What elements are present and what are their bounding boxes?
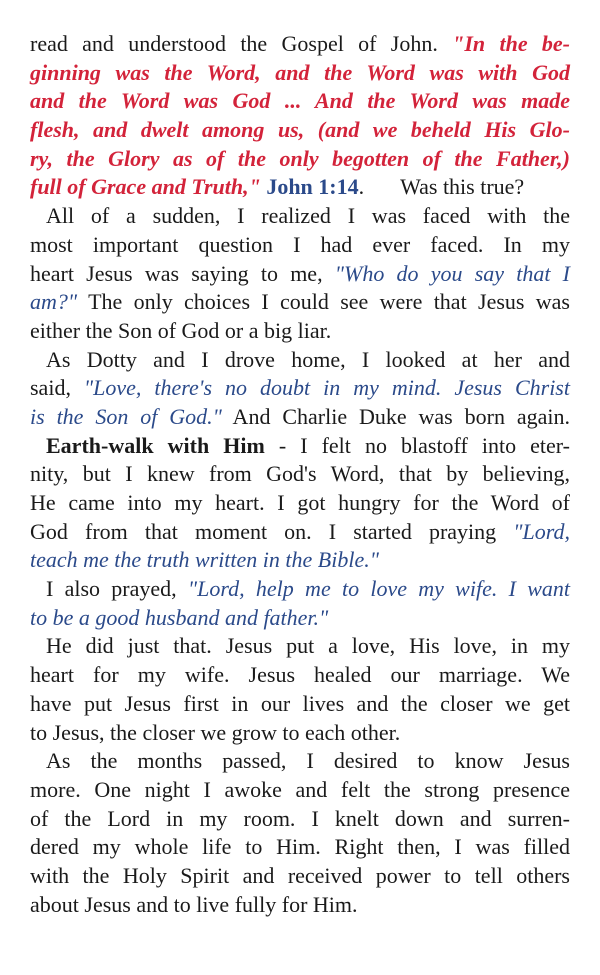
text-line: [30, 30, 570, 59]
text-line: either the Son of God or a big liar.: [30, 317, 332, 343]
scripture-quote-line: ry, the Glory as of the only begotten of the Father,): [30, 145, 570, 171]
text-line: He came into my heart. I got hungry for the Word of: [30, 490, 570, 515]
text-line: He did just that. Jesus put a love, His love, in my: [46, 633, 570, 659]
text-line: of the Lord in my room. I knelt down and surren-: [30, 805, 570, 831]
quote-line: teach me the truth written in the Bible.": [30, 547, 379, 573]
text-line: [30, 575, 570, 604]
text-line: [30, 173, 570, 202]
text-line: more. One night I awoke and felt the strong presence: [30, 776, 570, 802]
text-line: nity, but I knew from God's Word, that by believing,: [30, 461, 570, 487]
quote: "Love, there's no doubt in my mind. Jesus Christ: [83, 375, 570, 401]
body-text: Was this true?: [400, 174, 525, 200]
text-line: As Dotty and I drove home, I looked at her and: [46, 346, 570, 372]
quote: am?": [30, 289, 78, 315]
text-line: most important question I had ever faced. In my: [30, 231, 570, 257]
body-text: I also prayed,: [46, 576, 188, 602]
text-line: to Jesus, the closer we grow to each other.: [30, 719, 401, 745]
section-heading: Earth-walk with Him: [46, 432, 265, 458]
scripture-quote-line: and the Word was God ... And the Word was made: [30, 88, 570, 114]
quote: "Lord,: [513, 518, 570, 544]
text-line: have put Jesus first in our lives and the closer we get: [30, 690, 570, 716]
scripture-quote-line: flesh, and dwelt among us, (and we beheld His Glo-: [30, 117, 570, 143]
scripture-quote: full of Grace and Truth,": [30, 174, 267, 200]
text-line: [30, 288, 570, 317]
quote: "Who do you say that I: [334, 260, 570, 286]
body-text: God from that moment on. I started praying: [30, 518, 514, 544]
body-text: The only choices I could see were that Jesus was: [77, 289, 570, 315]
body-text: And Charlie Duke was born again.: [221, 403, 570, 429]
text-line: about Jesus and to live fully for Him.: [30, 891, 358, 917]
scripture-quote: "In the be-: [452, 31, 570, 56]
quote: "Lord, help me to love my wife. I want: [187, 576, 570, 602]
text-line: [30, 518, 570, 547]
text-line: dered my whole life to Him. Right then, I was filled: [30, 834, 570, 860]
body-text: heart Jesus was saying to me,: [30, 260, 335, 286]
text-line: [30, 432, 570, 461]
text-line: [30, 403, 570, 432]
text-line: with the Holy Spirit and received power to tell others: [30, 862, 570, 888]
text-line: [30, 260, 570, 289]
document-page: [30, 30, 570, 919]
quote: is the Son of God.": [30, 403, 222, 429]
quote-line: to be a good husband and father.": [30, 604, 329, 630]
body-text: - I felt no blastoff into eter-: [264, 432, 570, 458]
body-text: read and understood the Gospel of John.: [30, 31, 453, 56]
body-text: said,: [30, 375, 84, 401]
text-line: All of a sudden, I realized I was faced with the: [46, 203, 570, 229]
scripture-quote-line: ginning was the Word, and the Word was with God: [30, 59, 570, 85]
text-line: As the months passed, I desired to know Jesus: [46, 748, 570, 774]
scripture-reference: John 1:14: [266, 174, 359, 200]
text-line: [30, 374, 570, 403]
body-text: .: [358, 174, 365, 200]
text-line: heart for my wife. Jesus healed our marriage. We: [30, 662, 570, 688]
